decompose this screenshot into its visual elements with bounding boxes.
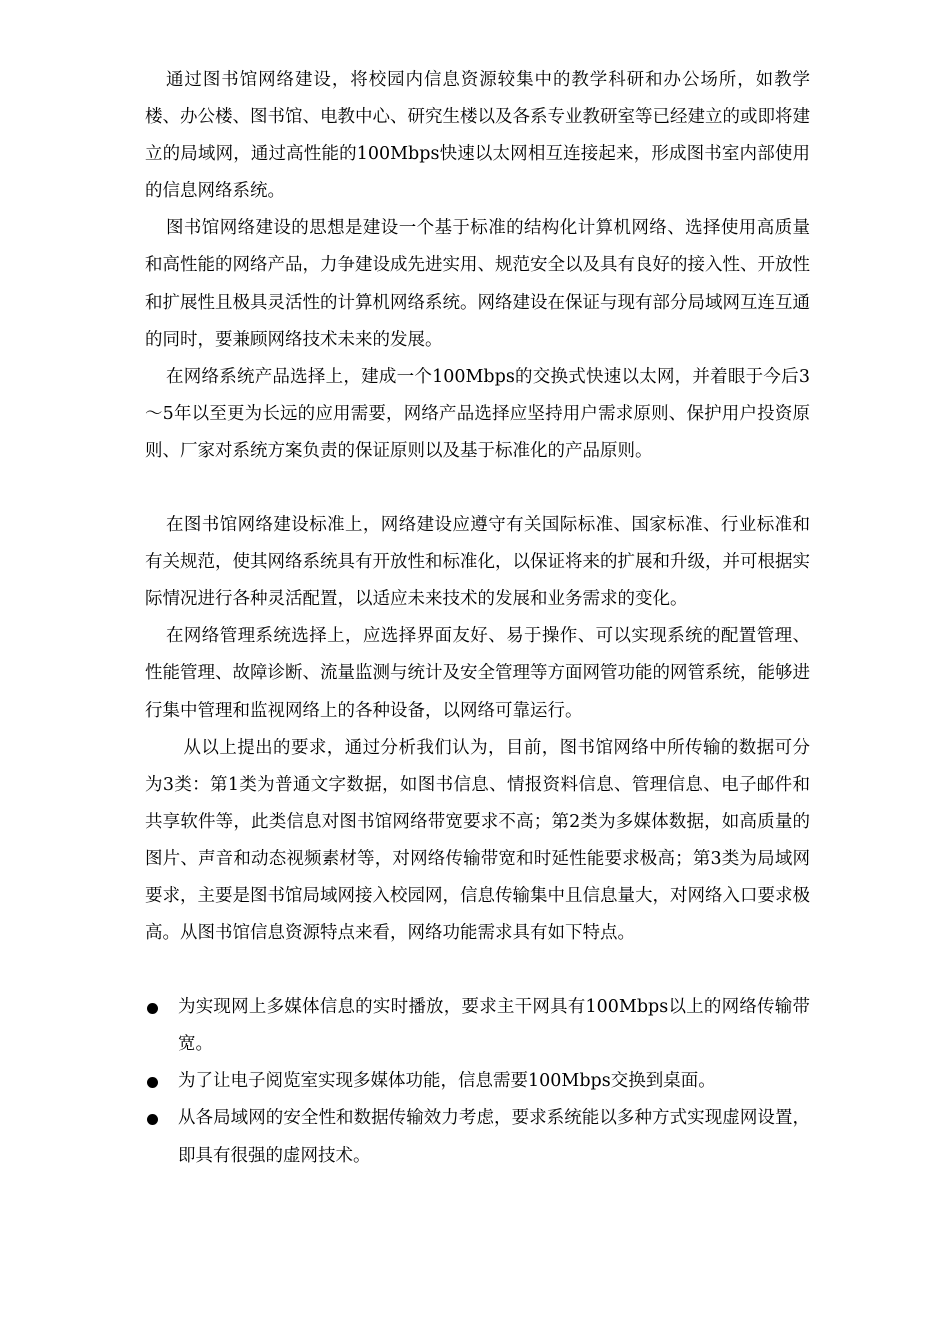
paragraph-network-construction: 通过图书馆网络建设，将校园内信息资源较集中的教学科研和办公场所，如教学楼、办公楼、图书馆、电教中心、研究生楼以及各系专业教研室等已经建立的或即将建立的局域网，通过高性能的100Mbps快速以太网相互连接起来，形成图书室内部使用的信息网络系统。	[145, 70, 810, 202]
bullet-dot-icon	[147, 1003, 158, 1014]
feature-bullet-list	[145, 989, 810, 1174]
document-body	[145, 62, 810, 1175]
paragraph-design-philosophy: 图书馆网络建设的思想是建设一个基于标准的结构化计算机网络、选择使用高质量和高性能的网络产品，力争建设成先进实用、规范安全以及具有良好的接入性、开放性和扩展性且极具灵活性的计算机网络系统。网络建设在保证与现有部分局域网互连互通的同时，要兼顾网络技术未来的发展。	[145, 218, 810, 350]
bullet-text: 为实现网上多媒体信息的实时播放，要求主干网具有100Mbps以上的网络传输带宽。	[178, 997, 810, 1055]
list-item	[145, 989, 810, 1063]
paragraph-requirements-analysis: 从以上提出的要求，通过分析我们认为，目前，图书馆网络中所传输的数据可分为3类：第1类为普通文字数据，如图书信息、情报资料信息、管理信息、电子邮件和共享软件等，此类信息对图书馆网络带宽要求不高；第2类为多媒体数据，如高质量的图片、声音和动态视频素材等，对网络传输带宽和时延性能要求极高；第3类为局域网要求，主要是图书馆局域网接入校园网，信息传输集中且信息量大，对网络入口要求极高。从图书馆信息资源特点来看，网络功能需求具有如下特点。	[145, 737, 810, 944]
bullet-text: 从各局域网的安全性和数据传输效力考虑，要求系统能以多种方式实现虚网设置，即具有很强的虚网技术。	[178, 1108, 810, 1166]
bullet-text: 为了让电子阅览室实现多媒体功能，信息需要100Mbps交换到桌面。	[178, 1071, 716, 1092]
paragraph-network-management: 在网络管理系统选择上，应选择界面友好、易于操作、可以实现系统的配置管理、性能管理、故障诊断、流量监测与统计及安全管理等方面网管功能的网管系统，能够进行集中管理和监视网络上的各种设备，以网络可靠运行。	[145, 626, 810, 721]
bullet-dot-icon	[147, 1114, 158, 1125]
paragraph-standards: 在图书馆网络建设标准上，网络建设应遵守有关国际标准、国家标准、行业标准和有关规范，使其网络系统具有开放性和标准化，以保证将来的扩展和升级，并可根据实际情况进行各种灵活配置，以适应未来技术的发展和业务需求的变化。	[145, 515, 810, 610]
list-item	[145, 1100, 810, 1174]
list-item	[145, 1063, 810, 1100]
bullet-dot-icon	[147, 1077, 158, 1088]
paragraph-product-selection: 在网络系统产品选择上，建成一个100Mbps的交换式快速以太网，并着眼于今后3～5年以至更为长远的应用需要，网络产品选择应坚持用户需求原则、保护用户投资原则、厂家对系统方案负责的保证原则以及基于标准化的产品原则。	[145, 366, 810, 461]
